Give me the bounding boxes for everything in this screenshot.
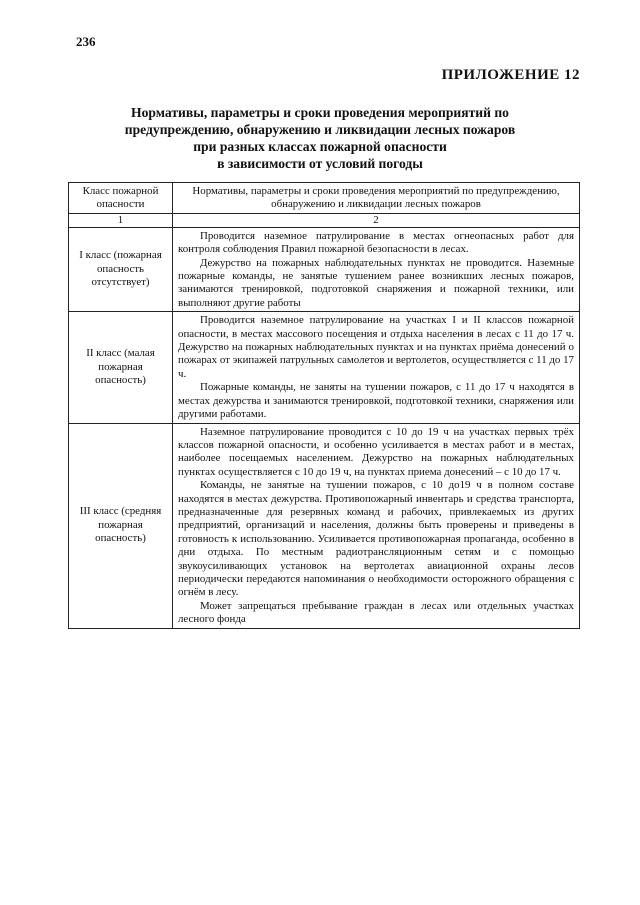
class-cell: II класс (малая пожарная опасность) <box>69 312 173 423</box>
column-number-row <box>69 213 580 227</box>
class-cell: I класс (пожарная опасность отсутствует) <box>69 227 173 311</box>
fire-danger-table <box>68 182 580 629</box>
header-measures-column: Нормативы, параметры и сроки проведения мероприятий по предупреждению, обнаружению и ликвидации лесных пожаров <box>173 183 580 214</box>
title-line: предупреждению, обнаружению и ликвидации лесных пожаров <box>124 122 516 137</box>
measures-cell <box>173 312 580 423</box>
measures-cell <box>173 423 580 628</box>
paragraph: Пожарные команды, не заняты на тушении пожаров, с 11 до 17 ч находятся в местах дежурства и занимаются тренировкой, подготовкой техники, снаряжения или другими работами. <box>178 381 574 421</box>
table-row <box>69 312 580 423</box>
paragraph: Наземное патрулирование проводится с 10 до 19 ч на участках первых трёх классов пожарной опасности, и особенно усиливается в местах работ и в местах, наиболее посещаемых населением. Дежурство на пожарных наблюдательных пунктах осуществляется с 10 до 19 ч, на пунктах приема донесений – с 10 до 17 ч. <box>178 425 574 478</box>
appendix-label: ПРИЛОЖЕНИЕ 12 <box>441 67 580 83</box>
paragraph: Проводится наземное патрулирование на участках I и II классов пожарной опасности, в местах массового посещения и отдыха населения в лесах с 11 до 17 ч. Дежурство на пожарных наблюдательных пунктах и на пунктах приёма донесений о пожарах от экипажей патрульных самолетов и вертолетов, осуществляется с 11 до 17 ч. <box>178 314 574 380</box>
paragraph: Может запрещаться пребывание граждан в лесах или отдельных участках лесного фонда <box>178 599 574 626</box>
title-line: в зависимости от условий погоды <box>217 156 423 171</box>
table-row <box>69 423 580 628</box>
table-header-row <box>69 183 580 214</box>
paragraph: Команды, не занятые на тушении пожаров, с 10 до19 ч в полном составе находятся в местах дежурства. Противопожарный инвентарь и средства транспорта, предназначенные для резервных команд и рабочих, привлекаемых из других предприятий, организаций и населения, должны быть проверены и приведены в готовность к использованию. Усиливается противопожарная пропаганда, особенно в дни отдыха. По местным радиотрансляционным сетям и с помощью звукоусиливающих установок на вертолетах авиационной охраны лесов периодически передаются напоминания о необходимости осторожного обращения с огнём в лесу. <box>178 479 574 599</box>
column-number: 2 <box>173 213 580 227</box>
measures-cell <box>173 227 580 311</box>
title-line: Нормативы, параметры и сроки проведения мероприятий по <box>131 105 509 120</box>
title-line: при разных классах пожарной опасности <box>193 139 447 154</box>
column-number: 1 <box>69 213 173 227</box>
document-title <box>70 104 570 172</box>
header-class-column: Класс пожарной опасности <box>69 183 173 214</box>
paragraph: Дежурство на пожарных наблюдательных пунктах не проводится. Наземные пожарные команды, не занятые тушением ранее возникших лесных пожаров, занимаются тренировкой, подготовкой снаряжения и пожарной техники, или выполняют другие работы <box>178 256 574 309</box>
paragraph: Проводится наземное патрулирование в местах огнеопасных работ для контроля соблюдения Правил пожарной безопасности в лесах. <box>178 229 574 256</box>
table-row <box>69 227 580 311</box>
page-number: 236 <box>76 34 96 49</box>
class-cell: III класс (средняя пожарная опасность) <box>69 423 173 628</box>
